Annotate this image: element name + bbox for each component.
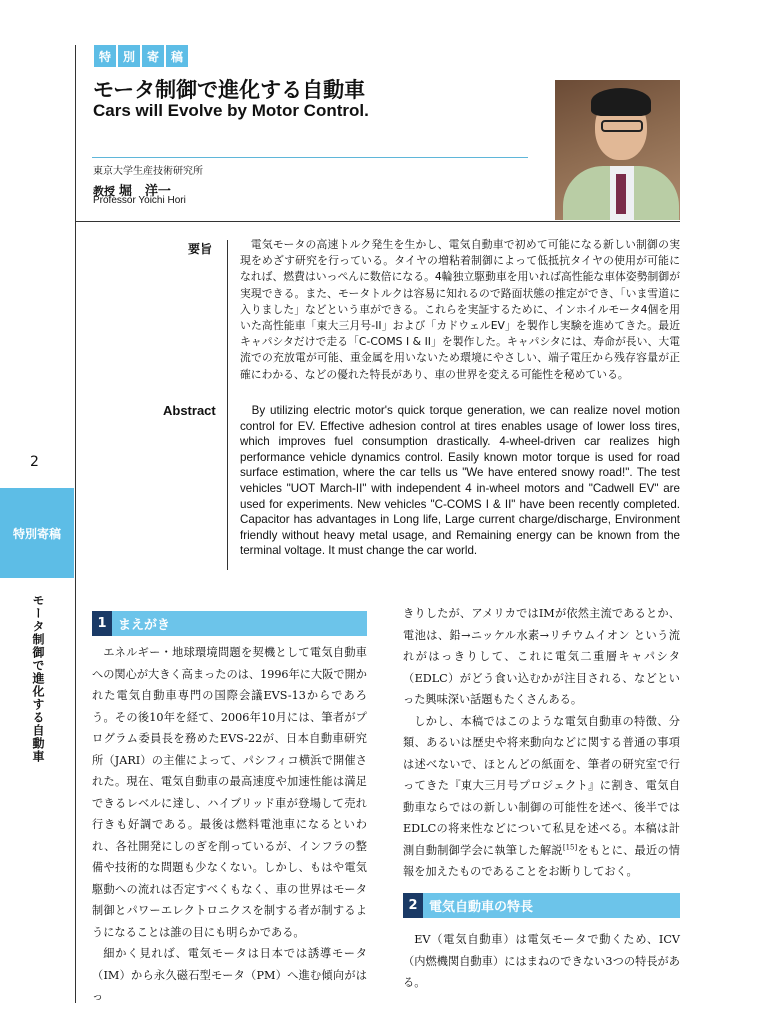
summary-label-ja: 要旨 [188,242,213,256]
abstract-label-en: Abstract [163,403,216,418]
body-paragraph [403,711,680,883]
reference-marker: [15] [562,842,578,851]
badge-char: 寄 [142,45,164,67]
page-number: 2 [30,454,39,470]
badge-char: 別 [118,45,140,67]
badge-char: 稿 [166,45,188,67]
affiliation-rule [92,157,528,158]
body-paragraph: EV（電気自動車）は電気モータで動くため、ICV（内燃機関自動車）にはまねのできない3つの特長がある。 [403,933,680,989]
photo-hair [591,88,651,116]
author-name-en: Professor Yoichi Hori [93,195,186,206]
body-column-left [92,642,367,1008]
author-role: 教授 [93,185,115,198]
left-margin-rule [75,45,76,1003]
section-number: 2 [403,893,423,918]
article-title-ja: モータ制御で進化する自動車 [93,78,366,102]
body-column-right-lower [403,929,680,994]
author-name: 堀 洋一 [118,184,171,199]
abstract-text-en: By utilizing electric motor's quick torque generation, we can realize novel motion control for EV. Effective adhesion control at tires enables usage of lower loss tires, which improves fuel consumption drastically. 4-wheel-driven car realizes high performance vehicle dynamics control. Easily known motor torque is used for road surface estimation, where the car tells us "We have entered snowy road!". The test vehicles "UOT March-II" with independent 4 in-wheel motors and "Cadwell EV" are used for experiments. New vehicles "C-COMS I & II" have been recently completed. Capacitor has advantages in Long life, Large current charge/discharge, Environment friendly without heavy metal usage, and Remaining energy can be known from the terminal voltage. It must change the car world. [240,404,680,558]
body-paragraph: 細かく見れば、電気モータは日本では誘導モータ（IM）から永久磁石型モータ（PM）へ進む傾向がはっ [92,947,367,1003]
abstract-rule [227,240,228,570]
side-tab-label: 特別寄稿 [12,526,61,541]
body-column-right [403,603,680,883]
body-text: をもとに、最近の情報を加えたものであることをお断りしておく。 [403,843,680,878]
vertical-running-title: モータ制御で進化する自動車 [31,594,45,763]
summary-text-ja: 電気モータの高速トルク発生を生かし、電気自動車で初めて可能になる新しい制御の実現をめざす研究を行っている。タイヤの増粘着制御によって低抵抗タイヤの使用が可能になれば、燃費はいっぺんに数倍になる。4輪独立駆動車を用いれば高性能な車体姿勢制御が実現できる。また、モータトルクは容易に知れるので路面状態の推定ができ、「いま雪道に入りました」などという車ができる。これらを実証するために、インホイルモータ4個を用いた高性能車「東大三月号-II」および「カドウェルEV」を製作し実験を進めてきた。最近キャパシタだけで走る「C-COMS I & II」を製作した。キャパシタには、寿命が長い、大電流での充放電が可能、重金属を用いないため環境にやさしい、端子電圧から残存容量が正確にわかる、などの優れた特長があり、車の世界を変える可能性を秘めている。 [240,238,680,381]
section-title: 電気自動車の特長 [429,900,534,915]
body-paragraph: きりしたが、アメリカではIMが依然主流であるとか、電池は、鉛→ニッケル水素→リチウムイオン という流れがはっきりして、これに電気二重層キャパシタ（EDLC）がどう食い込むかが注目される、などといった興味深い話題もたくさんある。 [403,607,680,706]
body-text: しかし、本稿ではこのような電気自動車の特徴、分類、あるいは歴史や将来動向などに関する普通の事項は述べないで、ほとんどの紙面を、筆者の研究室で行ってきた『東大三月号プロジェクト』に割き、電気自動車ならではの新しい制御の可能性を述べ、後半ではEDLCの将来性などについて私見を述べる。本稿は計測自動制御学会に執筆した解説 [403,714,680,857]
author-photo [555,80,680,220]
side-tab [0,488,74,578]
badge-char: 特 [94,45,116,67]
photo-glasses [601,120,643,132]
section-heading-2 [403,893,680,918]
body-paragraph: エネルギー・地球環境問題を契機として電気自動車への関心が大きく高まったのは、1996年に大阪で開かれた電気自動車専門の国際会議EVS-13からであろう。その後10年を経て、2006年10月には、筆者がプログラム委員長を務めたEVS-22が、日本自動車研究所（JARI）の主催によって、パシフィコ横浜で開催された。現在、電気自動車の最高速度や加速性能は満足できるレベルに達し、ハイブリッド車が登場して売れ行きも好調である。最後は燃料電池車になるといわれ、各社開発にしのぎを削っているが、インフラの整備や技術的な問題も少なくない。しかし、もはや電気駆動への流れは否定すべくもなく、車の世界はモータ制御とパワーエレクトロニクスを制する者が制するようになることは誰の目にも明らかである。 [92,646,367,939]
section-title: まえがき [118,618,171,633]
section-number: 1 [92,611,112,636]
photo-tie [616,174,626,214]
category-badge [94,45,188,67]
author-affiliation: 東京大学生産技術研究所 [93,166,203,177]
article-title-en: Cars will Evolve by Motor Control. [93,101,369,120]
header-divider [75,221,680,222]
section-heading-1 [92,611,367,636]
